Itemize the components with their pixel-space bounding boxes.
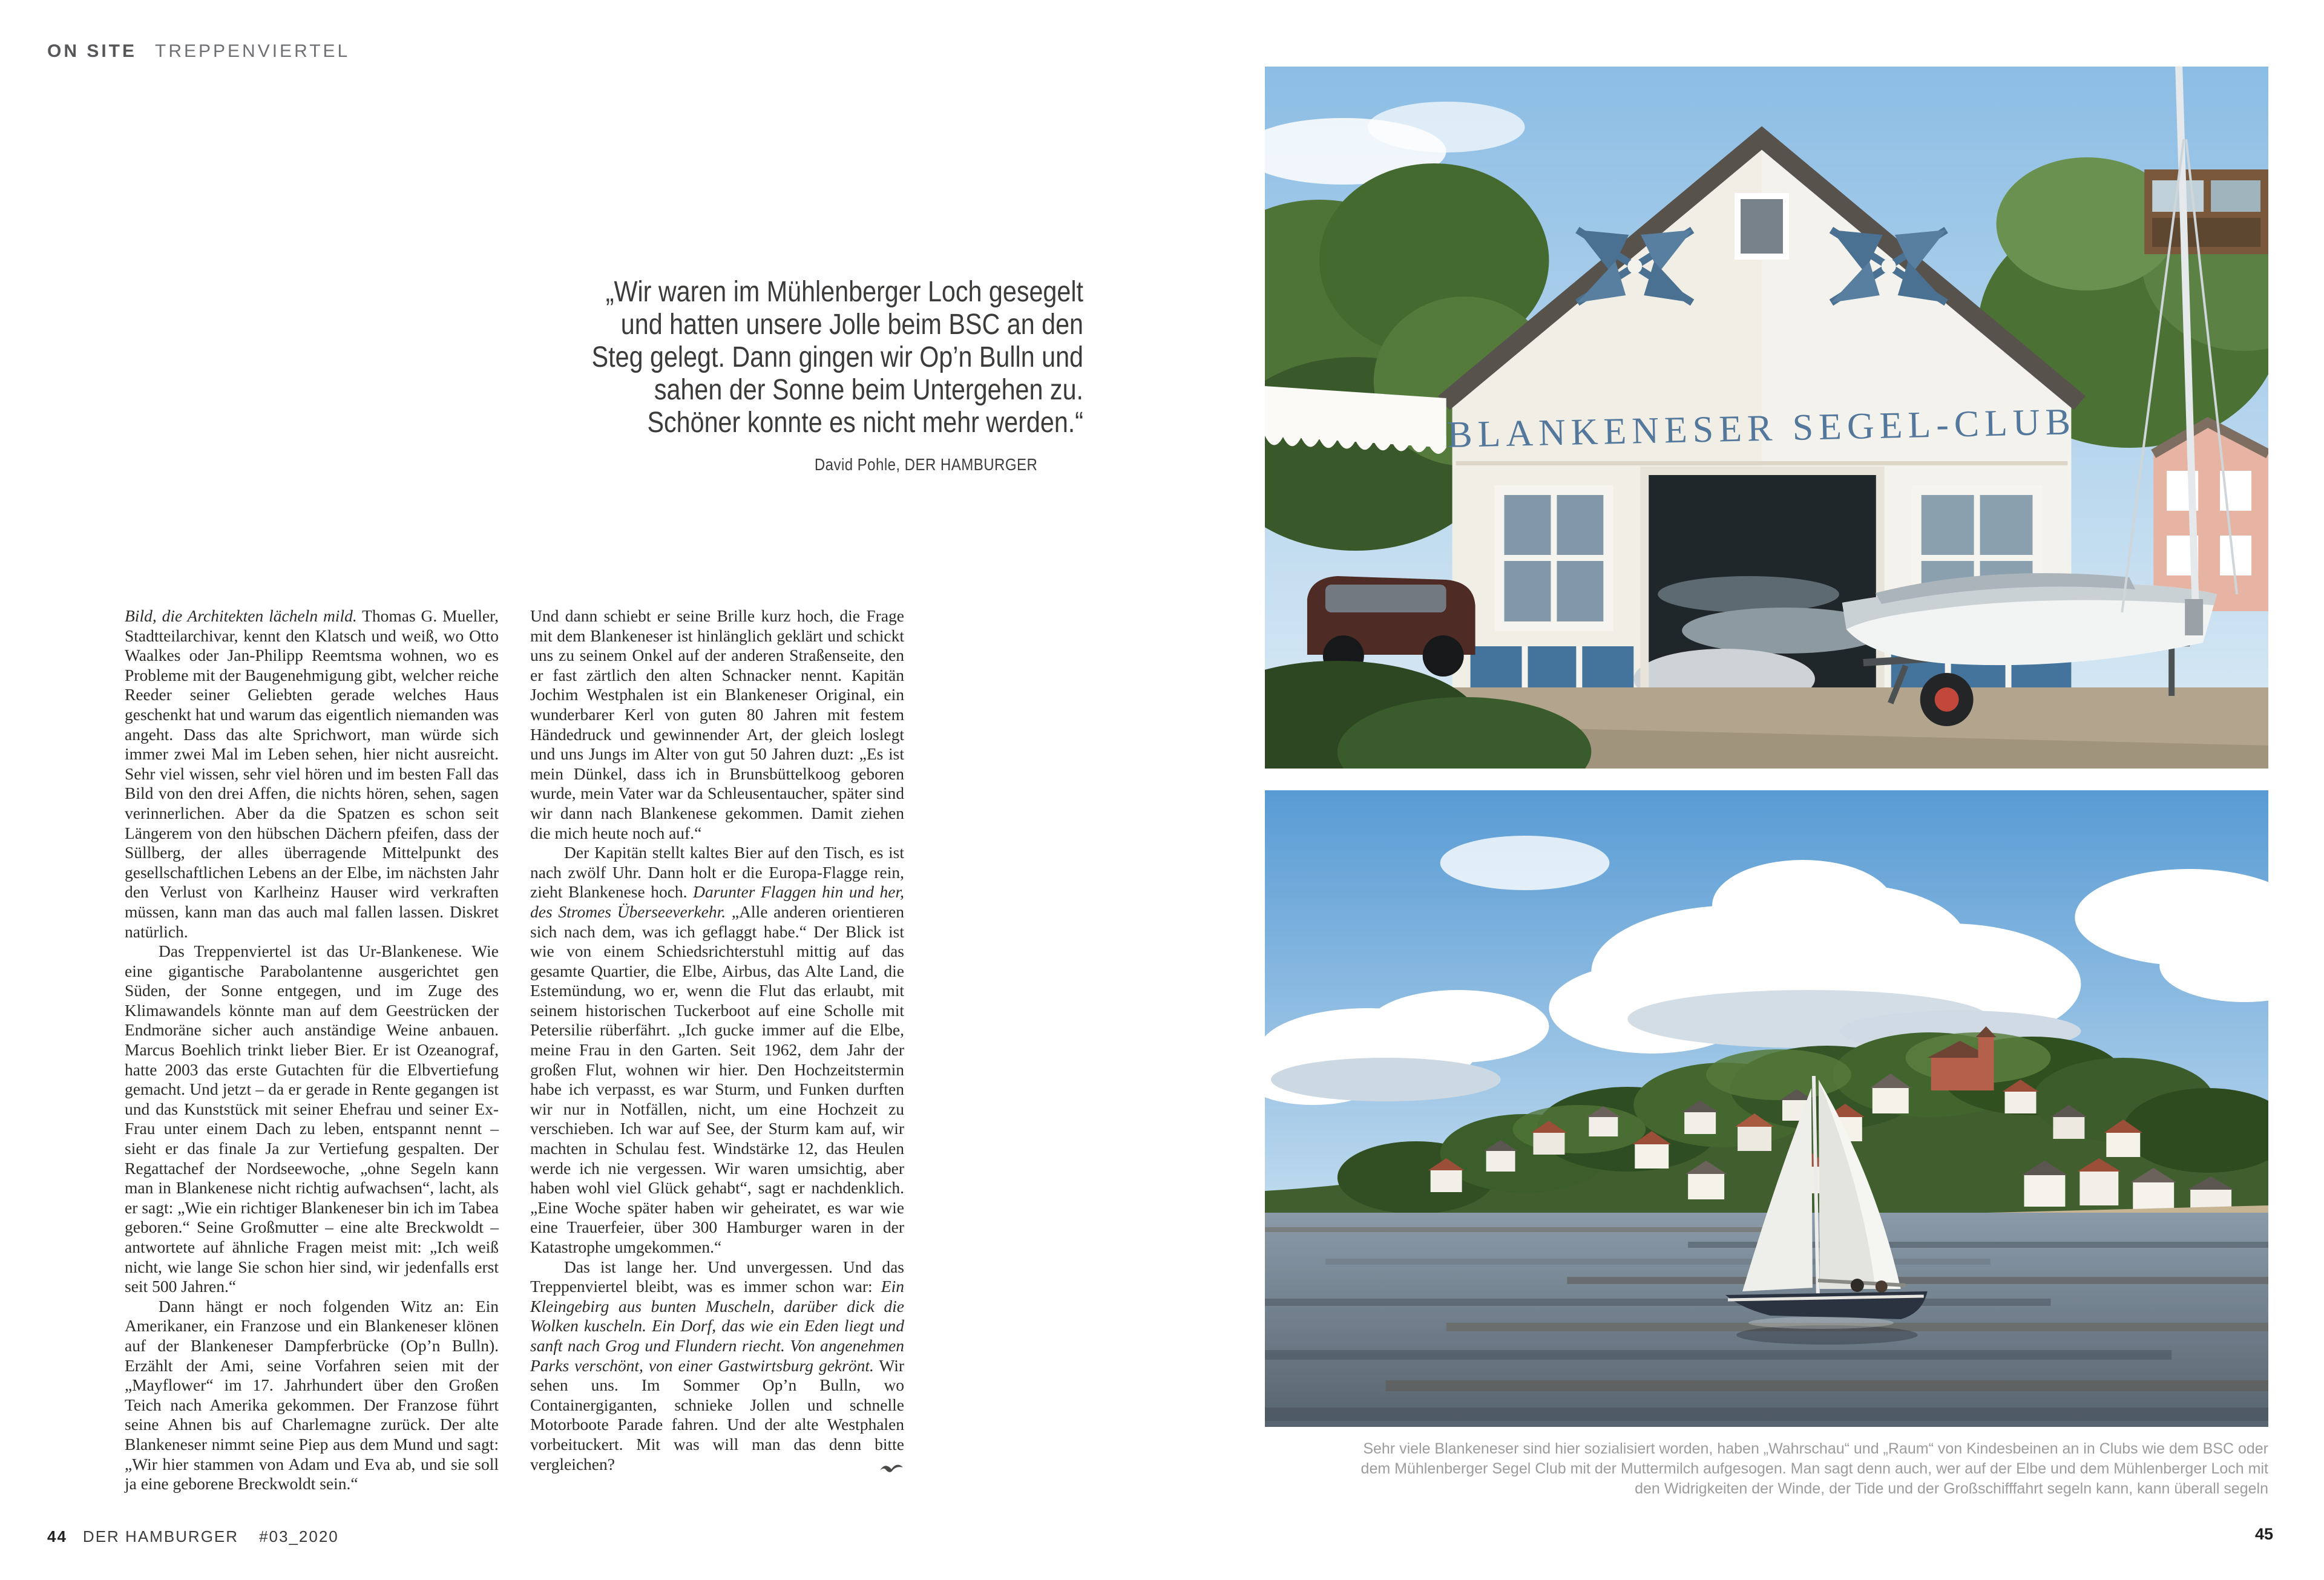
pull-quote xyxy=(485,276,1083,474)
paragraph-text: Der Kapitän stellt kaltes Bier auf den Tisch, es ist nach zwölf Uhr. Dann holt er die Europa-Flagge rein, zieht Blankenese hoch. xyxy=(530,843,904,902)
pull-quote-line: Steg gelegt. Dann gingen wir Op’n Bulln und xyxy=(591,341,1083,373)
paragraph xyxy=(530,1257,904,1475)
paragraph-text: „Alle anderen orientieren sich nach dem, was ich geflaggt habe.“ Der Blick ist wie von einem Schiedsrichterstuhl mittig auf das gesamte Quartier, die Elbe, Airbus, das Alte Land, die Estemündung, wo er, wenn die Flut das erlaubt, mit seinem historischen Tuckerboot auf eine Scholle mit Petersilie rüberfährt. „Ich gucke immer auf die Elbe, meine Frau in den Garten. Seit 1962, dem Jahr der großen Flut, wohnen wir hier. Den Hochzeitstermin habe ich verpasst, es war Sturm, und Funken durften wir nur in Notfällen, nicht, um eine Hochzeit zu verschieben. Ich war auf See, der Sturm kam auf, wir machten in Schulau fest. Windstärke 12, das Heulen werde ich nie vergessen. Wir waren umsichtig, aber haben wohl viel Glück gehabt“, sagt er nachdenklich. „Eine Woche später haben wir geheiratet, es war wie eine Trauerfeier, über 300 Hamburger waren in der Katastrophe umgekommen.“ xyxy=(530,902,904,1256)
magazine-name: DER HAMBURGER xyxy=(82,1527,239,1546)
pull-quote-line: „Wir waren im Mühlenberger Loch gesegelt xyxy=(605,276,1083,308)
cube-house xyxy=(2144,169,2268,254)
italic-lead: Bild, die Architekten lächeln mild. xyxy=(125,606,357,625)
paragraph-text: Wir sehen uns. Im Sommer Op’n Bulln, wo Containergiganten, schnieke Jollen und schnelle Motorboote Parade fahren. Und der alte Westphalen vorbeituckert. Mit was will man das denn bitte vergleichen? xyxy=(530,1355,904,1473)
paragraph: Das Treppenviertel ist das Ur-Blankenese. Wie eine gigantische Parabolantenne ausgerichtet gen Süden, der Sonne entgegen, und im Zuge des Klimawandels könnte man auf dem Geestrücken der Endmoräne sicher auch anständige Weine anbauen. Marcus Boehlich trinkt lieber Bier. Er ist Ozeanograf, hatte 2003 das erste Gutachten für die Elbvertiefung gemacht. Und jetzt – da er gerade in Rente gegangen ist und das Kunststück mit seiner Ehefrau und seiner Ex-Frau unter einem Dach zu leben, entspannt nennt – sieht er das finale Ja zur Vertiefung gespalten. Der Regattachef der Nordseewoche, „ohne Segeln kann man in Blankenese nicht richtig aufwachsen“, lacht, als er sagt: „Wie ein richtiger Blankeneser bin ich im Tabea geboren.“ Seine Großmutter – eine alte Breckwoldt – antwortete auf ähnliche Fragen meist mit: „Ich weiß nicht, wie lange Sie schon hier sind, wir jedenfalls erst seit 500 Jahren.“ xyxy=(125,942,499,1296)
italic-quote: Darunter Flaggen hin und her, des Stromes Überseeverkehr. xyxy=(530,882,905,921)
issue-number: #03_2020 xyxy=(259,1527,339,1546)
club-sign-text: BLANKENESER SEGEL-CLUB xyxy=(1446,401,2076,456)
body-column-2 xyxy=(530,606,904,1478)
page-number-right: 45 xyxy=(2254,1525,2273,1543)
photo-caption: Sehr viele Blankeneser sind hier sozialisiert worden, haben „Wahrschau“ und „Raum“ von Kindesbeinen an in Clubs wie dem BSC oder dem Mühlenberger Segel Club mit der Muttermilch aufgesogen. Man sagt denn auch, wer auf der Elbe und dem Mühlenberger Loch mit den Widrigkeiten der Winde, der Tide und der Großschifffahrt segeln kann, kann überall segeln xyxy=(1361,1440,2268,1497)
pink-house xyxy=(2153,422,2268,611)
photo-boathouse xyxy=(1265,67,2268,769)
kicker xyxy=(47,41,350,62)
seagull-endmark-icon xyxy=(845,1458,904,1478)
pull-quote-line: Schöner konnte es nicht mehr werden.“ xyxy=(647,407,1083,439)
paragraph xyxy=(125,606,499,942)
section-label: ON SITE xyxy=(47,41,137,61)
page-number-left: 44 xyxy=(47,1527,67,1546)
pull-quote-attribution: David Pohle, DER HAMBURGER xyxy=(814,455,1038,474)
paragraph-text: Thomas G. Mueller, Stadtteilarchivar, kennt den Klatsch und weiß, wo Otto Waalkes oder Jan-Philipp Reemtsma wohnen, wo es Probleme mit der Baugenehmigung gibt, welcher reiche Reeder seiner Geliebten gerade welches Haus geschenkt hat und warum das eigentlich niemanden was angeht. Dass das alte Sprichwort, man würde sich immer zwei Mal im Leben sehen, hier nicht ausreicht. Sehr viel wissen, sehr viel hören und im besten Fall das Bild von den drei Affen, die nichts hören, sehen, sagen verinnerlichen. Aber da die Spatzen es schon seit Längerem von den hübschen Dächern pfeifen, dass der Süllberg, der alles überragende Mittelpunkt des gesellschaftlichen Lebens an der Elbe, im nächsten Jahr den Verlust von Karlheinz Hauser wird verkraften müssen, kann man das auch mal fallen lassen. Diskret natürlich. xyxy=(125,606,499,941)
italic-quote: Ein Kleingebirg aus bunten Muscheln, darüber dick die Wolken kuscheln. Ein Dorf, das wie ein Eden liegt und sanft nach Grog und Flundern riecht. Von angenehmen Parks verschönt, von einer Gastwirtsburg gekrönt. xyxy=(530,1277,904,1375)
paragraph xyxy=(530,843,904,1257)
folio-left xyxy=(47,1527,339,1546)
pull-quote-line: und hatten unsere Jolle beim BSC an den xyxy=(620,309,1083,341)
boathouse-illustration xyxy=(1265,67,2268,769)
topic-label: TREPPENVIERTEL xyxy=(155,41,350,61)
paragraph-text: Das ist lange her. Und unvergessen. Und das Treppenviertel bleibt, was es immer schon war: xyxy=(530,1257,904,1296)
pull-quote-line: sahen der Sonne beim Untergehen zu. xyxy=(654,374,1083,406)
paragraph: Und dann schiebt er seine Brille kurz hoch, die Frage mit dem Blankeneser ist hinlänglich geklärt und schickt uns zu seinem Onkel auf der anderen Straßenseite, den er fast zärtlich den alten Schnacker nennt. Kapitän Jochim Westphalen ist ein Blankeneser Original, ein wunderbarer Kerl von guten 80 Jahren mit festem Händedruck und gewinnender Art, der gleich loslegt und uns Jungs im Alter von gut 50 Jahren duzt: „Es ist mein Dünkel, dass ich in Brunsbüttelkoog geboren wurde, mein Vater war da Schleusentaucher, später sind wir dann nach Blankenese gekommen. Damit ziehen die mich heute noch auf.“ xyxy=(530,606,904,842)
photo-elbe-sailboat xyxy=(1265,790,2268,1427)
paragraph: Dann hängt er noch folgenden Witz an: Ein Amerikaner, ein Franzose und ein Blankeneser klönen auf der Blankeneser Dampferbrücke (Op’n Bulln). Erzählt der Ami, seine Vorfahren seien mit der „Mayflower“ im 17. Jahrhundert über den Großen Teich nach Amerika gekommen. Der Franzose führt seine Ahnen bis auf Charlemagne zurück. Der alte Blankeneser nimmt seine Piep aus dem Mund und sagt: „Wir hier stammen von Adam und Eva ab, und sie soll ja eine geborene Breckwoldt sein.“ xyxy=(125,1296,499,1493)
body-column-1 xyxy=(125,606,499,1494)
elbe-illustration xyxy=(1265,790,2268,1427)
